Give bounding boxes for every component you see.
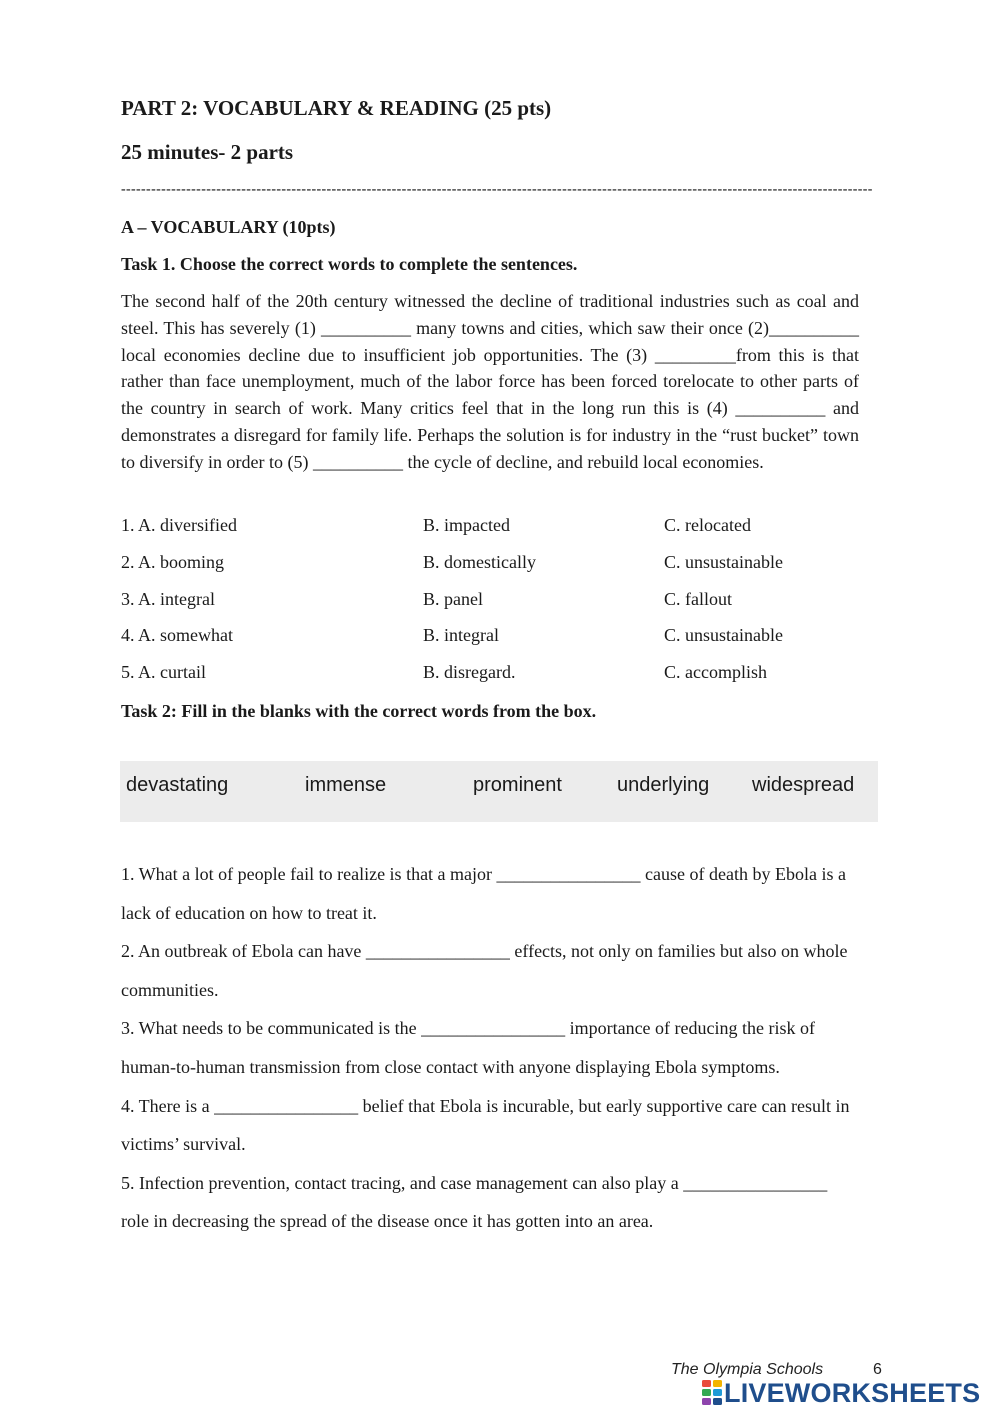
option-1c[interactable]: C. relocated: [664, 515, 751, 535]
fill-item-2[interactable]: 2. An outbreak of Ebola can have ________________ effects, not only on families but also on whole communities.: [121, 941, 848, 1000]
task1-options: [121, 512, 861, 696]
option-row-2: [121, 549, 861, 586]
liveworksheets-wordmark: LIVEWORKSHEETS: [724, 1378, 981, 1408]
school-name: The Olympia Schools: [671, 1361, 824, 1378]
option-row-1: [121, 512, 861, 549]
option-4a[interactable]: 4. A. somewhat: [121, 625, 233, 646]
fill-item-4[interactable]: 4. There is a ________________ belief that Ebola is incurable, but early supportive care can result in victims’ survival.: [121, 1095, 850, 1155]
option-row-4: [121, 622, 861, 659]
option-5c[interactable]: C. accomplish: [664, 662, 767, 683]
liveworksheets-logo[interactable]: [700, 1378, 995, 1408]
section-vocabulary-title: A – VOCABULARY (10pts): [121, 217, 336, 237]
fill-item-1[interactable]: 1. What a lot of people fail to realize is that a major ________________ cause of death by Ebola is a lack of education on how to treat it.: [121, 864, 846, 923]
word-prominent[interactable]: prominent: [473, 774, 562, 796]
time-info: 25 minutes- 2 parts: [121, 140, 294, 164]
part-title: PART 2: VOCABULARY & READING (25 pts): [121, 96, 552, 120]
option-1b[interactable]: B. impacted: [423, 515, 510, 535]
word-widespread[interactable]: widespread: [752, 774, 855, 796]
word-box: [120, 761, 878, 822]
liveworksheets-mark-icon: [700, 1378, 724, 1408]
option-4c[interactable]: C. unsustainable: [664, 625, 783, 646]
page-number: 6: [873, 1361, 882, 1378]
option-2b[interactable]: B. domestically: [423, 551, 536, 572]
fill-item-3[interactable]: 3. What needs to be communicated is the ________________ importance of reducing the risk of human-to-human transmission from close contact with anyone displaying Ebola symptoms.: [121, 1018, 816, 1077]
option-3c[interactable]: C. fallout: [664, 588, 732, 609]
option-row-3: [121, 586, 861, 623]
word-devastating[interactable]: devastating: [126, 774, 229, 796]
task1-passage: The second half of the 20th century witnessed the decline of traditional industries such as coal and steel. This has severely (1) __________ many towns and cities, which saw their once (2)__________ local economies decline due to insufficient job opportunities. The (3) _________from this is that rather than face unemployment, much of the labor force has been forced torelocate to other parts of the country in search of work. Many critics feel that in the long run this is (4) __________ and demonstrates a disregard for family life. Perhaps the solution is for industry in the “rust bucket” town to diversify in order to (5) __________ the cycle of decline, and rebuild local economies.: [121, 291, 859, 472]
option-2a[interactable]: 2. A. booming: [121, 551, 225, 572]
option-5a[interactable]: 5. A. curtail: [121, 662, 206, 683]
option-5b[interactable]: B. disregard.: [423, 662, 516, 683]
word-immense[interactable]: immense: [305, 774, 387, 796]
word-underlying[interactable]: underlying: [617, 774, 710, 796]
dashed-divider: ------------------------------------------------------------------------------------------------------------------------------------------------------: [121, 182, 873, 197]
option-row-5: [121, 659, 861, 696]
option-1a[interactable]: 1. A. diversified: [121, 515, 237, 535]
option-2c[interactable]: C. unsustainable: [664, 551, 783, 572]
task2-sentences: [121, 855, 851, 1241]
option-3a[interactable]: 3. A. integral: [121, 588, 215, 609]
option-3b[interactable]: B. panel: [423, 588, 483, 609]
task2-title: Task 2: Fill in the blanks with the correct words from the box.: [121, 701, 597, 721]
task1-title: Task 1. Choose the correct words to complete the sentences.: [121, 254, 578, 274]
fill-item-5[interactable]: 5. Infection prevention, contact tracing, and case management can also play a ________________ role in decreasing the spread of the disease once it has gotten into an area.: [121, 1172, 828, 1232]
option-4b[interactable]: B. integral: [423, 625, 499, 646]
